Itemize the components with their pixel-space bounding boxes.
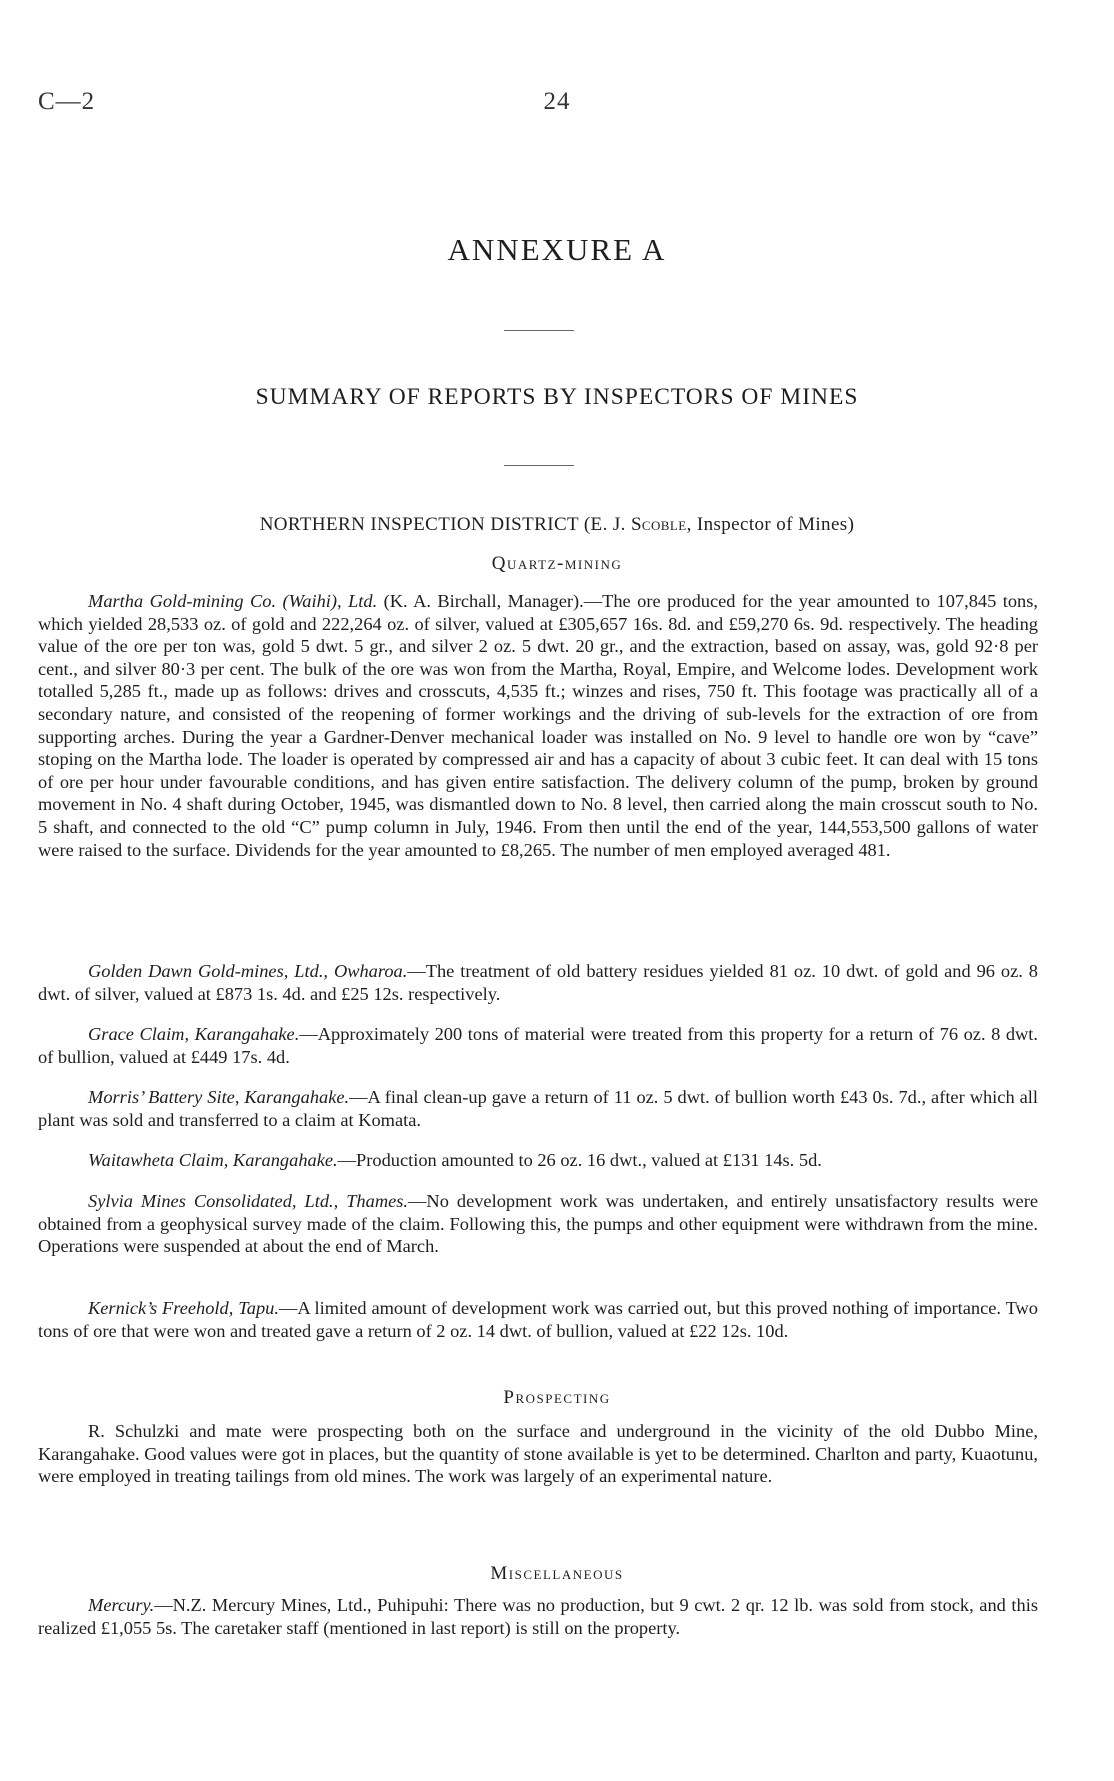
inspector-role: , Inspector of Mines) (686, 514, 855, 535)
miscellaneous-heading: Miscellaneous (490, 1563, 624, 1584)
martha-paragraph (38, 590, 1038, 861)
annexure-title: ANNEXURE A (447, 232, 667, 267)
company-name: Waitawheta Claim, Karangahake. (88, 1150, 338, 1170)
company-name: Martha Gold-mining Co. (Waihi), Ltd. (88, 591, 378, 611)
morris-paragraph (38, 1086, 1038, 1131)
company-name: Golden Dawn Gold-mines, Ltd., Owharoa. (88, 961, 408, 981)
company-name: Kernick’s Freehold, Tapu. (88, 1298, 279, 1318)
grace-paragraph (38, 1023, 1038, 1068)
waitawheta-paragraph (38, 1149, 1038, 1172)
prospecting-heading: Prospecting (503, 1387, 611, 1408)
inspector-name: Scoble (630, 514, 687, 535)
sylvia-paragraph (38, 1190, 1038, 1258)
paragraph-text: —A limited amount of development work was carried out, but this proved nothing of importance. Two tons of ore that were won and treated gave a return of 2 oz. 14 dwt. of bullion, valued at £22 12s. 10d. (38, 1298, 1038, 1341)
divider-rule (504, 465, 574, 466)
company-name: Morris’ Battery Site, Karangahake. (88, 1087, 350, 1107)
district-heading (0, 514, 1114, 536)
kernick-paragraph (38, 1297, 1038, 1342)
paragraph-text: —N.Z. Mercury Mines, Ltd., Puhipuhi: There was no production, but 9 cwt. 2 qr. 12 lb. was sold from stock, and this realized £1,055 5s. The caretaker staff (mentioned in last report) is still on the property. (38, 1595, 1038, 1638)
section-code: C—2 (38, 88, 96, 115)
golden-dawn-paragraph (38, 960, 1038, 1005)
mercury-paragraph (38, 1594, 1038, 1639)
paragraph-text: —Approximately 200 tons of material were treated from this property for a return of 76 oz. 8 dwt. of bullion, valued at £449 17s. 4d. (38, 1024, 1039, 1067)
paragraph-text: —The treatment of old battery residues yielded 81 oz. 10 dwt. of gold and 96 oz. 8 dwt. of silver, valued at £873 1s. 4d. and £25 12s. respectively. (38, 961, 1038, 1004)
district-name: NORTHERN INSPECTION DISTRICT (E. J. (259, 514, 626, 535)
company-name: Grace Claim, Karangahake. (88, 1024, 300, 1044)
prospecting-paragraph: R. Schulzki and mate were prospecting both on the surface and underground in the vicinity of the old Dubbo Mine, Karangahake. Good values were got in places, but the quantity of stone available is yet to be determined. Charlton and party, Kuaotunu, were employed in treating tailings from old mines. The work was largely of an experimental nature. (38, 1421, 1038, 1487)
company-name: Sylvia Mines Consolidated, Ltd., Thames. (88, 1191, 409, 1211)
paragraph-text: —Production amounted to 26 oz. 16 dwt., valued at £131 14s. 5d. (337, 1150, 822, 1170)
paragraph-text: —No development work was undertaken, and entirely unsatisfactory results were obtained from a geophysical survey made of the claim. Following this, the pumps and other equipment were withdrawn from the mine. Operations were suspended at about the end of March. (38, 1191, 1039, 1257)
paragraph-text: (K. A. Birchall, Manager).—The ore produced for the year amounted to 107,845 tons, which yielded 28,533 oz. of gold and 222,264 oz. of silver, valued at £305,657 16s. 8d. and £59,270 6s. 9d. respectively. The heading value of the ore per ton was, gold 5 dwt. 5 gr., and silver 2 oz. 5 dwt. 20 gr., and the extraction, based on assay, was, gold 92·8 per cent., and silver 80·3 per cent. The bulk of the ore was won from the Martha, Royal, Empire, and Welcome lodes. Development work totalled 5,285 ft., made up as follows: drives and crosscuts, 4,535 ft.; winzes and rises, 750 ft. This footage was practically all of a secondary nature, and consisted of the reopening of former workings and the driving of sub-levels for the extraction of ore from supporting arches. During the year a Gardner-Denver mechanical loader was installed on No. 9 level to handle ore won by “cave” stoping on the Martha lode. The loader is operated by compressed air and has a capacity of about 3 cubic feet. It can deal with 15 tons of ore per hour under favourable conditions, and has given entire satisfaction. The delivery column of the pump, broken by ground movement in No. 4 shaft during October, 1945, was dismantled down to No. 8 level, then carried along the main crosscut south to No. 5 shaft, and connected to the old “C” pump column in July, 1946. From then until the end of the year, 144,553,500 gallons of water were raised to the surface. Dividends for the year amounted to £8,265. The number of men employed averaged 481. (38, 591, 1038, 860)
quartz-mining-heading: Quartz-mining (491, 553, 623, 574)
paragraph-text: —A final clean-up gave a return of 11 oz. 5 dwt. of bullion worth £43 0s. 7d., after which all plant was sold and transferred to a claim at Komata. (38, 1087, 1038, 1130)
divider-rule (504, 330, 574, 331)
page-number: 24 (543, 88, 571, 115)
company-name: Mercury. (88, 1595, 155, 1615)
summary-heading: SUMMARY OF REPORTS BY INSPECTORS OF MINES (255, 384, 859, 410)
